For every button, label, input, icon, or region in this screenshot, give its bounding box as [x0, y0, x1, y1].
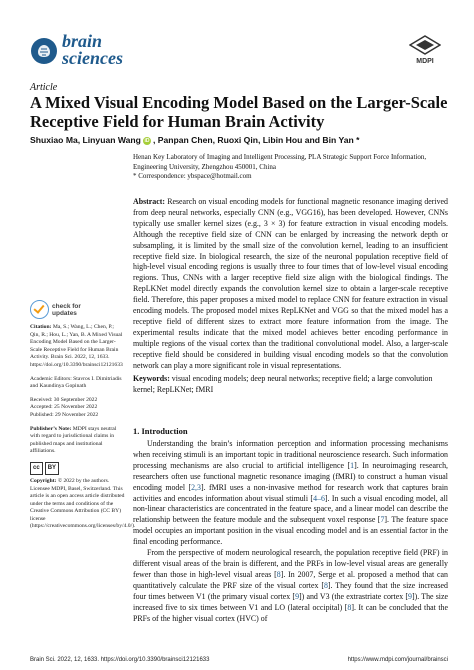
dates: [30, 397, 125, 420]
keywords-label: Keywords:: [133, 374, 170, 383]
publisher-note-label: Publisher’s Note:: [30, 425, 72, 432]
text-run: ]. In such a visual encoding model, all non-linear characteristics are concentrated in the feature space, and a linear model can describe the relationship between the feature module and the subsequent voxel response [: [133, 493, 448, 525]
received-date: Received: 30 September 2022: [30, 396, 98, 403]
paragraph: [133, 439, 448, 548]
orcid-icon[interactable]: iD: [144, 137, 150, 144]
paper-title: A Mixed Visual Encoding Model Based on the Larger-Scale Receptive Field for Human Brain Activity: [30, 93, 448, 131]
abstract-text: Research on visual encoding models for functional magnetic resonance imaging derived from deep neural networks, especially CNN (e.g., VGG16), has been developed. However, CNNs typically use smaller kernel sizes (e.g., 3 × 3) for feature extraction in visual encoding models. Although the receptive field size of CNN can be enlarged by increasing the network depth or subsampling, it is limited by the small size of the convolution kernel, leading to an insufficient receptive field size. In biological research, the size of the neuronal population receptive field of high-level visual encoding regions is usually three to four times that of low-level visual encoding regions. Thus, CNNs with a larger receptive field size align with the biological findings. The RepLKNet model directly expands the convolution kernel size to obtain a larger-scale receptive field. Therefore, this paper proposes a mixed model to replace CNN for feature extraction in visual encoding models. The proposed model mixes RepLKNet and VGG so that the mixed model has a receptive field of different sizes to extract more feature information from the image. The experimental results indicate that the mixed model achieves better encoding performance in multiple regions of the visual cortex than the traditional convolutional model. Also, a larger-scale receptive field should be considered in building visual encoding models so that the convolution network can play a more significant role in visual representations.: [133, 197, 448, 370]
text-run: Understanding the brain’s information perception and information processing mechanisms when receiving stimuli is an important topic in traditional neuroscience research. Such information processing mechanisms are also crucial to artificial intelligence [: [133, 439, 448, 470]
text-run: ]. In 2007, Serge et al. proposed a method that can quantitatively calculate the PRF size of the visual cortex [: [133, 569, 448, 590]
citation-text: Ma, S.; Wang, L.; Chen, P.; Qin, R.; Hou, L.; Yan, B. A Mixed Visual Encoding Model Based on the Larger-Scale Receptive Field for Human Brain Activity. Brain Sci. 2022, 12, 1633. https://doi.org/10.3390/brainsci12121633: [30, 324, 123, 368]
publisher-note-text: MDPI stays neutral with regard to jurisdictional claims in published maps and institutional affiliations.: [30, 425, 117, 455]
affiliation: [133, 153, 448, 182]
page-footer: [30, 657, 448, 663]
body-text: [133, 439, 448, 624]
text-run: ]. The feature space model occupies an important position in the visual encoding model and is an essential factor in the final encoding performance.: [133, 515, 448, 547]
sidebar: [30, 300, 136, 537]
footer-citation: Brain Sci. 2022, 12, 1633. https://doi.org/10.3390/brainsci12121633: [30, 657, 210, 663]
publisher-name: MDPI: [416, 58, 434, 65]
text-run: ]. It can be concluded that the PRFs of the higher visual cortex (HVC) of: [133, 602, 448, 623]
citation-link[interactable]: 8: [347, 602, 352, 612]
mdpi-logo-icon: [409, 35, 441, 55]
citation-link[interactable]: 8: [276, 569, 281, 579]
citation-link[interactable]: 9: [295, 591, 300, 601]
keywords-text: visual encoding models; deep neural networks; receptive field; a large convolution kernel; RepLKNet; fMRI: [133, 374, 433, 394]
footer-journal-link[interactable]: https://www.mdpi.com/journal/brainsci: [347, 657, 448, 663]
citation-link[interactable]: 8: [323, 580, 328, 590]
section-heading: 1. Introduction: [133, 426, 188, 436]
author-list: [30, 135, 450, 145]
copyright: [30, 477, 136, 531]
text-run: ]. They found that the size increased four times between V1 (the primary visual cortex [: [133, 580, 448, 601]
citation-label: Citation:: [30, 324, 52, 330]
text-run: ]. In neuroimaging research, researchers often use functional magnetic resonance imaging (fMRI) to construct a human visual encoding model [: [133, 460, 448, 492]
text-run: From the perspective of modern neurological research, the population receptive field (PRF) in different visual areas of the brain is different, and the PRFs in low-level visual areas are generally fewer than those in high-level visual areas [: [133, 548, 448, 579]
citation-link[interactable]: 2,3: [191, 482, 201, 492]
abstract: [133, 197, 448, 372]
journal-name-line1: brain: [62, 31, 103, 51]
text-run: ]) and V3 (the extrastriate cortex [: [299, 591, 409, 601]
authors-rest: , Panpan Chen, Ruoxi Qin, Libin Hou and Bin Yan *: [152, 135, 360, 145]
text-run: ]. fMRI uses a non-invasive method for research work that captures brain activities and encodes information about visual stimuli [: [133, 482, 448, 503]
article-type: Article: [30, 82, 58, 93]
check-updates-icon: [30, 300, 49, 319]
by-badge: BY: [45, 462, 59, 475]
copyright-text: © 2022 by the authors. Licensee MDPI, Basel, Switzerland. This article is an open access article distributed under the terms and conditions of the Creative Commons Attribution (CC BY) license (https://creativecommons.org/licenses/by/4.0/).: [30, 477, 136, 530]
paragraph: [133, 548, 448, 624]
accepted-date: Accepted: 25 November 2022: [30, 404, 98, 411]
text-run: ]). The size increased five to six times between V1 and LO (lateral occipital) [: [133, 591, 448, 612]
citation-link[interactable]: 7: [380, 515, 385, 525]
citation-link[interactable]: 1: [350, 460, 355, 470]
journal-name-line2: sciences: [62, 48, 123, 68]
published-date: Published: 29 November 2022: [30, 411, 99, 418]
authors-first: Shuxiao Ma, Linyuan Wang: [30, 135, 141, 145]
publisher-note: [30, 426, 125, 456]
cc-by-license-icon[interactable]: [30, 462, 125, 475]
citation-link[interactable]: 9: [408, 591, 412, 601]
brain-sciences-logo-icon: [30, 37, 58, 65]
check-updates-line1: check for: [52, 302, 81, 310]
correspondence: * Correspondence: ybspace@hotmail.com: [133, 172, 252, 181]
abstract-label: Abstract:: [133, 197, 165, 206]
keywords: [133, 374, 448, 396]
check-for-updates[interactable]: [30, 300, 125, 319]
citation: [30, 324, 125, 370]
check-updates-line2: updates: [52, 309, 77, 317]
academic-editors: Academic Editors: Stavros I. Dimitriadis and Kaundinya Gopinath: [30, 375, 122, 390]
citation-link[interactable]: 4–6: [313, 493, 325, 503]
copyright-label: Copyright:: [30, 477, 57, 484]
affiliation-text: Henan Key Laboratory of Imaging and Intelligent Processing, PLA Strategic Support Force Information, Engineering University, Zhengzhou 450001, China: [133, 153, 427, 171]
journal-name: [62, 33, 123, 67]
cc-badge: cc: [30, 462, 43, 475]
